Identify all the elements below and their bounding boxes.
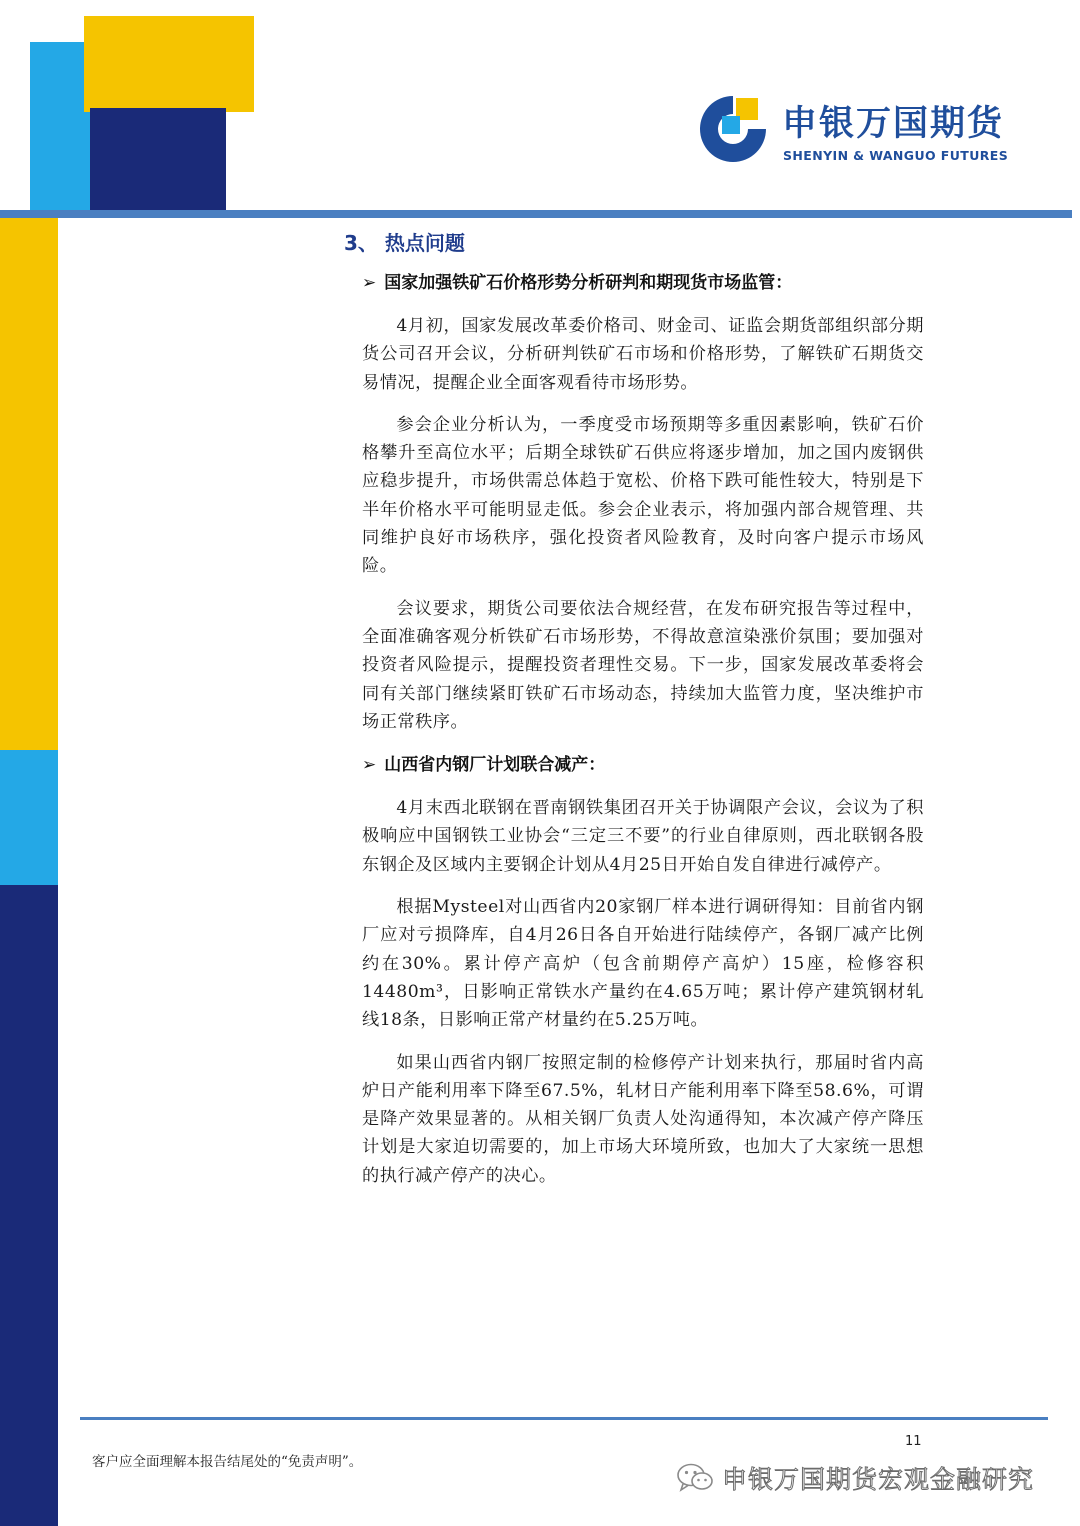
- topic-heading-text: 山西省内钢厂计划联合减产：: [384, 755, 606, 776]
- arrow-bullet-icon: ➢: [362, 755, 377, 776]
- paragraph: 会议要求，期货公司要依法合规经营，在发布研究报告等过程中，全面准确客观分析铁矿石市场形势，不得故意渲染涨价氛围；要加强对投资者风险提示，提醒投资者理性交易。下一步，国家发展改革委将会同有关部门继续紧盯铁矿石市场动态，持续加大监管力度，坚决维护市场正常秩序。: [362, 598, 924, 732]
- side-strip-blue: [0, 750, 58, 885]
- paragraph: 根据Mysteel对山西省内20家钢厂样本进行调研得知：目前省内钢厂应对亏损降库，自4月26日各自开始进行陆续停产，各钢厂减产比例约在30%。累计停产高炉（包含前期停产高炉）15座，检修容积14480m³，日影响正常铁水产量约在4.65万吨；累计停产建筑钢材轧线18条，日影响正常产材量约在5.25万吨。: [362, 897, 924, 1031]
- paragraph: 4月初，国家发展改革委价格司、财金司、证监会期货部组织部分期货公司召开会议，分析研判铁矿石市场和价格形势，了解铁矿石期货交易情况，提醒企业全面客观看待市场形势。: [362, 316, 924, 393]
- arrow-bullet-icon: ➢: [362, 273, 377, 293]
- header-rule: [0, 210, 1072, 218]
- wechat-icon: [676, 1462, 714, 1494]
- report-body: [344, 226, 924, 1204]
- disclaimer: 客户应全面理解本报告结尾处的“免责声明”。: [92, 1454, 363, 1470]
- section-title: 3、 热点问题: [344, 231, 465, 255]
- header-decor-navy-block: [90, 108, 226, 210]
- watermark-text: 申银万国期货宏观金融研究: [722, 1465, 1035, 1494]
- topic-heading: [362, 268, 924, 298]
- brand-name-en: SHENYIN & WANGUO FUTURES: [783, 148, 1009, 163]
- paragraph: 参会企业分析认为，一季度受市场预期等多重因素影响，铁矿石价格攀升至高位水平；后期全球铁矿石供应将逐步增加，加之国内废钢供应稳步提升，市场供需总体趋于宽松、价格下跌可能性较大，特别是下半年价格水平可能明显走低。参会企业表示，将加强内部合规管理、共同维护良好市场秩序，强化投资者风险教育，及时向客户提示市场风险。: [362, 414, 924, 577]
- brand-logo-icon: [696, 92, 770, 166]
- watermark: [676, 1458, 1034, 1498]
- page-number: 11: [905, 1434, 922, 1449]
- side-strip-navy: [0, 885, 58, 1526]
- topic-heading: [362, 750, 924, 780]
- brand-name-cn: 申银万国期货: [782, 104, 1005, 144]
- brand-logo: [696, 92, 1009, 172]
- paragraph: 如果山西省内钢厂按照定制的检修停产计划来执行，那届时省内高炉日产能利用率下降至67.5%，轧材日产能利用率下降至58.6%，可谓是降产效果显著的。从相关钢厂负责人处沟通得知，本次减产停产降压计划是大家迫切需要的，加上市场大环境所致，也加大了大家统一思想的执行减产停产的决心。: [362, 1052, 924, 1186]
- side-strip-yellow: [0, 218, 58, 750]
- topic-heading-text: 国家加强铁矿石价格形势分析研判和期现货市场监管：: [384, 273, 793, 293]
- header-decor-yellow-block: [84, 16, 254, 112]
- paragraph: 4月末西北联钢在晋南钢铁集团召开关于协调限产会议，会议为了积极响应中国钢铁工业协会“三定三不要”的行业自律原则，西北联钢各股东钢企及区域内主要钢企计划从4月25日开始自发自律进行减停产。: [362, 798, 924, 875]
- footer-rule: [80, 1417, 1048, 1420]
